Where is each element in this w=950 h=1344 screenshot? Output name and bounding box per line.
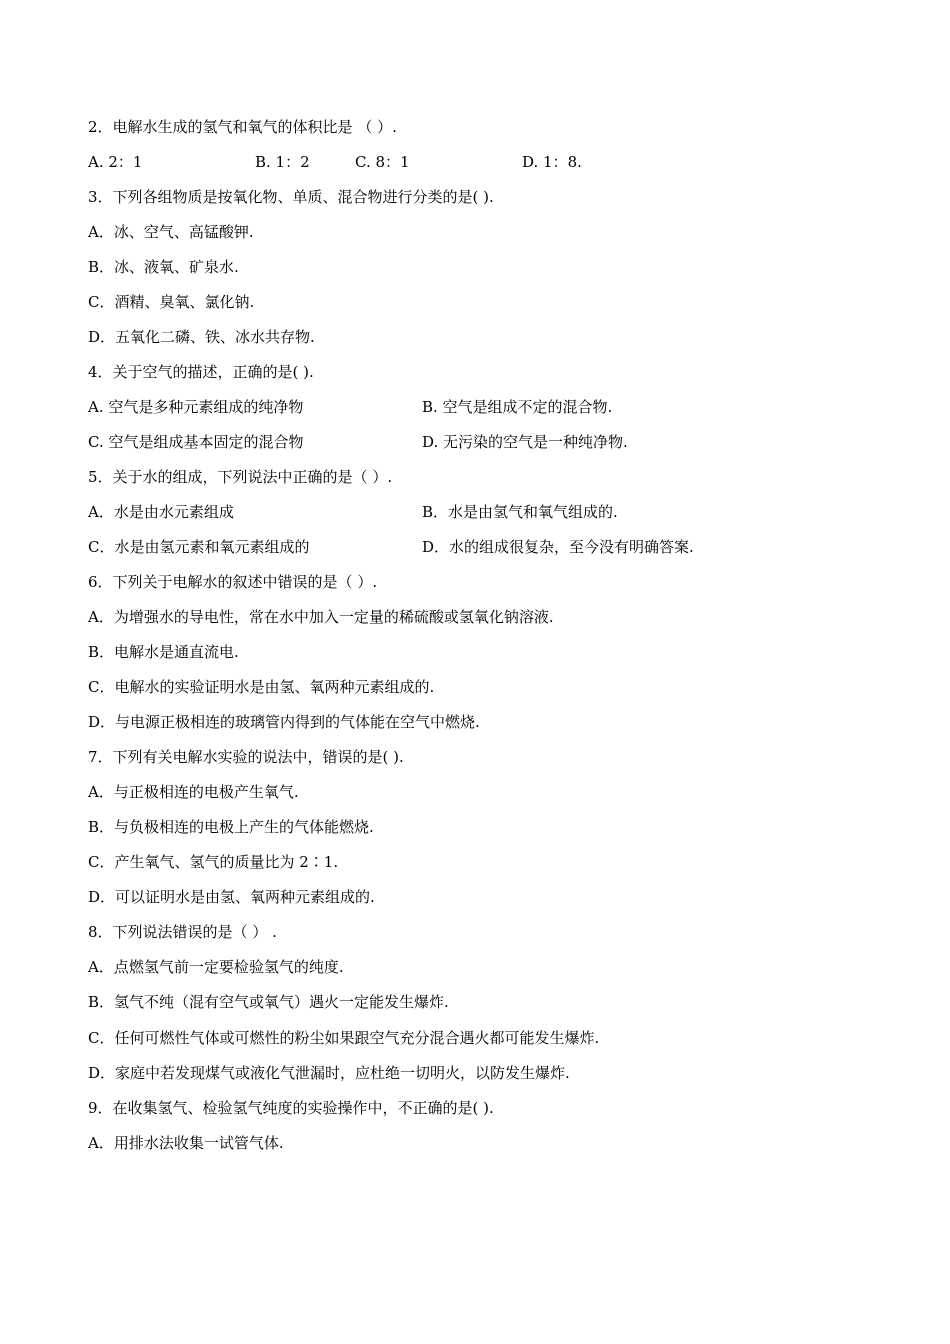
q3-option-c: C．酒精、臭氧、氯化钠.: [88, 293, 255, 311]
q2-option-c: C. 8：1: [355, 153, 410, 171]
q4-option-d: D. 无污染的空气是一种纯净物.: [422, 433, 628, 451]
q8-option-b: B．氢气不纯（混有空气或氧气）遇火一定能发生爆炸.: [88, 993, 449, 1011]
q5-option-c: C．水是由氢元素和氧元素组成的: [88, 538, 310, 556]
q4-option-b: B. 空气是组成不定的混合物.: [422, 398, 613, 416]
q7-option-a: A．与正极相连的电极产生氧气.: [88, 783, 299, 801]
q8-option-d: D．家庭中若发现煤气或液化气泄漏时，应杜绝一切明火，以防发生爆炸.: [88, 1064, 570, 1082]
q2-option-d: D. 1：8.: [522, 153, 582, 171]
q2-option-b: B. 1：2: [255, 153, 310, 171]
q9-option-a: A．用排水法收集一试管气体.: [88, 1134, 284, 1152]
q5-option-b: B．水是由氢气和氧气组成的.: [422, 503, 618, 521]
q7-option-c: C．产生氧气、氢气的质量比为 2∶1.: [88, 853, 339, 871]
q4-option-a: A. 空气是多种元素组成的纯净物: [88, 398, 304, 416]
q6-option-c: C．电解水的实验证明水是由氢、氧两种元素组成的.: [88, 678, 435, 696]
question-3-stem: 3．下列各组物质是按氧化物、单质、混合物进行分类的是( ).: [88, 188, 494, 206]
question-2-stem: 2．电解水生成的氢气和氧气的体积比是 （ ）.: [88, 118, 397, 136]
q5-option-d: D．水的组成很复杂，至今没有明确答案.: [422, 538, 694, 556]
q4-option-c: C. 空气是组成基本固定的混合物: [88, 433, 304, 451]
q7-option-b: B．与负极相连的电极上产生的气体能燃烧.: [88, 818, 374, 836]
q7-option-d: D．可以证明水是由氢、氧两种元素组成的.: [88, 888, 375, 906]
q3-option-d: D．五氧化二磷、铁、冰水共存物.: [88, 328, 315, 346]
q8-option-a: A．点燃氢气前一定要检验氢气的纯度.: [88, 958, 344, 976]
question-6-stem: 6．下列关于电解水的叙述中错误的是（ ）.: [88, 573, 378, 591]
q3-option-a: A．冰、空气、高锰酸钾.: [88, 223, 254, 241]
q3-option-b: B．冰、液氧、矿泉水.: [88, 258, 239, 276]
q8-option-c: C．任何可燃性气体或可燃性的粉尘如果跟空气充分混合遇火都可能发生爆炸.: [88, 1029, 600, 1047]
q6-option-a: A．为增强水的导电性，常在水中加入一定量的稀硫酸或氢氧化钠溶液.: [88, 608, 554, 626]
q6-option-b: B．电解水是通直流电.: [88, 643, 239, 661]
q6-option-d: D．与电源正极相连的玻璃管内得到的气体能在空气中燃烧.: [88, 713, 480, 731]
question-8-stem: 8．下列说法错误的是（ ） .: [88, 923, 277, 941]
question-5-stem: 5．关于水的组成，下列说法中正确的是（ ）.: [88, 468, 393, 486]
question-9-stem: 9．在收集氢气、检验氢气纯度的实验操作中，不正确的是( ).: [88, 1099, 494, 1117]
q2-option-a: A. 2：1: [88, 153, 143, 171]
q5-option-a: A．水是由水元素组成: [88, 503, 234, 521]
question-4-stem: 4．关于空气的描述，正确的是( ).: [88, 363, 314, 381]
question-7-stem: 7．下列有关电解水实验的说法中，错误的是( ).: [88, 748, 404, 766]
